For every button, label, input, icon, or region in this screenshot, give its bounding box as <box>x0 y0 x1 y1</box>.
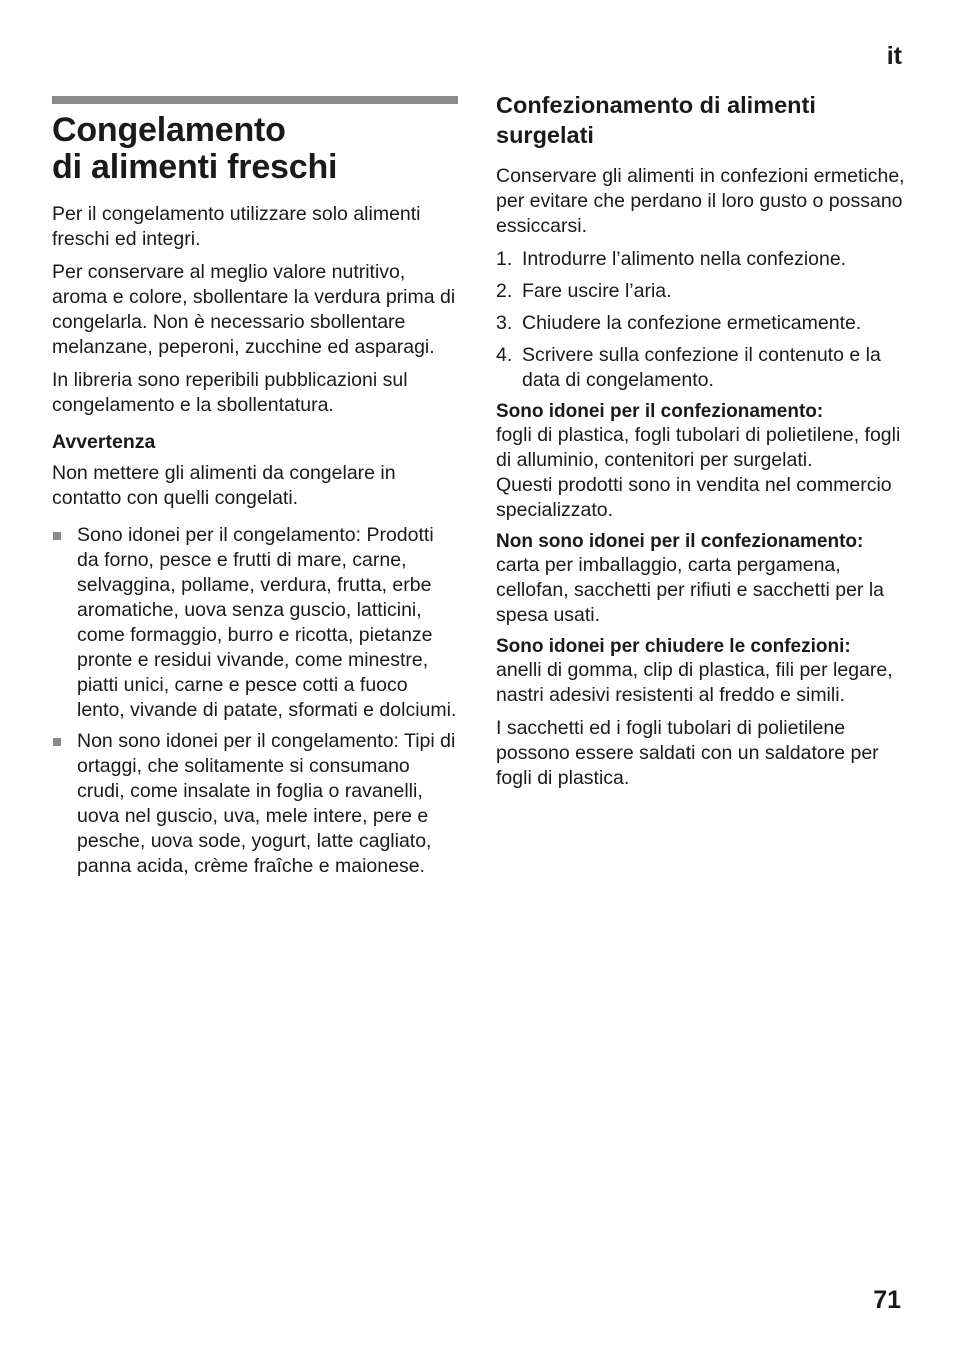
suitability-list <box>52 523 458 879</box>
unsuitable-materials-block <box>496 531 906 628</box>
step-text: Introdurre l’alimento nella confezione. <box>522 248 847 270</box>
page-number: 71 <box>873 1286 901 1314</box>
list-item-text: Sono idonei per il congelamento: Prodotti da forno, pesce e frutti di mare, carne, selvaggina, pollame, verdura, frutta, erbe aromatiche, uova senza guscio, latticini, come formaggio, burro e ricotta, pietanze pronte e residui vivande, come minestre, piatti unici, carne e pesce cotti a fuoco lento, vivande di patate, sformati e dolciumi. <box>77 524 457 721</box>
packaging-heading: Confezionamento di alimenti surgelati <box>496 92 816 148</box>
right-column <box>496 90 906 799</box>
closing-materials-text: anelli di gomma, clip di plastica, fili per legare, nastri adesivi resistenti al freddo e simili. <box>496 659 893 706</box>
warning-title: Avvertenza <box>52 431 156 453</box>
packaging-intro: Conservare gli alimenti in confezioni ermetiche, per evitare che perdano il loro gusto o possano essiccarsi. <box>496 165 905 237</box>
unsuitable-materials-text: carta per imballaggio, carta pergamena, cellofan, sacchetti per rifiuti e sacchetti per la spesa usati. <box>496 554 885 626</box>
list-item-text: Non sono idonei per il congelamento: Tipi di ortaggi, che solitamente si consumano crudi, come insalate in foglia o ravanelli, uova nel guscio, uva, mele intere, pere e pesche, uova sode, yogurt, latte cagliato, panna acida, crème fraîche e maionese. <box>77 730 456 877</box>
step-number: 1. <box>496 248 513 270</box>
sealing-paragraph: I sacchetti ed i fogli tubolari di polietilene possono essere saldati con un saldatore per fogli di plastica. <box>496 717 879 789</box>
step-text: Chiudere la confezione ermeticamente. <box>522 312 862 334</box>
step-item <box>496 343 906 393</box>
suitable-materials-title: Sono idonei per il confezionamento: <box>496 401 824 422</box>
closing-materials-title: Sono idonei per chiudere le confezioni: <box>496 636 851 657</box>
packaging-steps <box>496 247 906 393</box>
step-text: Scrivere sulla confezione il contenuto e la data di congelamento. <box>522 344 881 391</box>
step-item <box>496 311 906 336</box>
section-title-line1: Congelamento <box>52 111 286 149</box>
blanching-paragraph: Per conservare al meglio valore nutritivo, aroma e colore, sbollentare la verdura prima di congelarla. Non è necessario sbollentare melanzane, peperoni, zucchine ed asparagi. <box>52 261 456 358</box>
bullet-square-icon <box>53 532 61 540</box>
language-code: it <box>886 42 902 70</box>
step-number: 3. <box>496 312 513 334</box>
list-item <box>52 729 458 879</box>
library-paragraph: In libreria sono reperibili pubblicazioni sul congelamento e la sbollentatura. <box>52 369 408 416</box>
left-column <box>52 112 458 885</box>
step-number: 4. <box>496 344 513 366</box>
intro-paragraph: Per il congelamento utilizzare solo alimenti freschi ed integri. <box>52 203 421 250</box>
step-item <box>496 279 906 304</box>
section-rule <box>52 96 458 104</box>
warning-text: Non mettere gli alimenti da congelare in contatto con quelli congelati. <box>52 462 396 509</box>
suitable-materials-note: Questi prodotti sono in vendita nel commercio specializzato. <box>496 474 892 521</box>
suitable-materials-block <box>496 401 906 523</box>
unsuitable-materials-title: Non sono idonei per il confezionamento: <box>496 531 864 552</box>
bullet-square-icon <box>53 738 61 746</box>
closing-materials-block <box>496 636 906 708</box>
section-title-line2: di alimenti freschi <box>52 148 338 186</box>
step-number: 2. <box>496 280 513 302</box>
step-text: Fare uscire l’aria. <box>522 280 672 302</box>
suitable-materials-text: fogli di plastica, fogli tubolari di polietilene, fogli di alluminio, contenitori per surgelati. <box>496 424 901 471</box>
section-title <box>52 112 458 186</box>
list-item <box>52 523 458 723</box>
step-item <box>496 247 906 272</box>
